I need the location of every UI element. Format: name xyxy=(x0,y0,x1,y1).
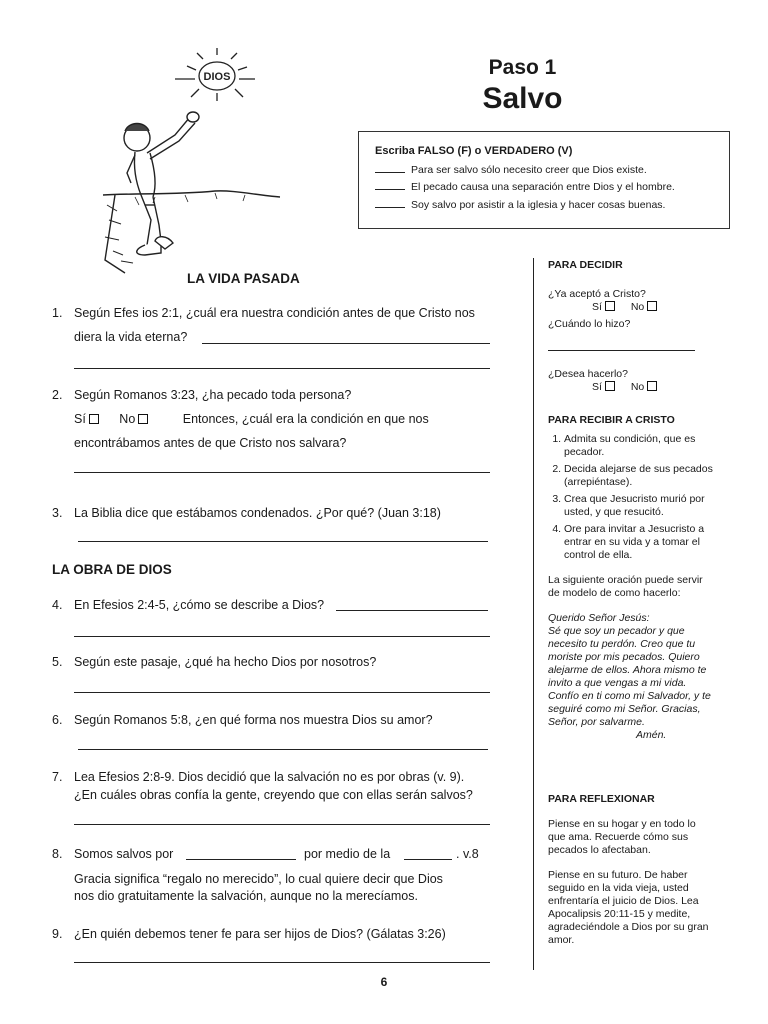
step-item: 2. Decida alejarse de sus pecados (arrepiéntase). xyxy=(564,463,716,489)
answer-line[interactable] xyxy=(74,368,490,369)
section-title-obra-de-dios: LA OBRA DE DIOS xyxy=(52,562,172,577)
quiz-item: Para ser salvo sólo necesito creer que Dios existe. xyxy=(375,163,647,176)
checkbox-no[interactable] xyxy=(647,301,657,311)
sidebar-options: Sí No xyxy=(548,381,716,394)
prayer-body: Sé que soy un pecador y que necesito tu perdón. Creo que tu moriste por mis pecados. Quiero alejarme de ellos. Ahora mismo te invito a que vengas a mi vida. Confío en ti como mi Salvador, y te seguiré como mi Señor. Gracias, Señor, por salvarme. xyxy=(548,625,711,728)
page-title: Salvo xyxy=(482,82,563,115)
sidebar-heading: PARA REFLEXIONAR xyxy=(548,793,655,805)
answer-blank[interactable] xyxy=(375,163,405,173)
answer-line[interactable] xyxy=(74,824,490,825)
section-title-vida-pasada: LA VIDA PASADA xyxy=(187,271,300,286)
question-6: Según Romanos 5:8, ¿en qué forma nos muestra Dios su amor? xyxy=(74,713,433,727)
sidebar-options: Sí No xyxy=(548,301,716,314)
question-8-a: Somos salvos por xyxy=(74,847,174,861)
question-7-line-a: Lea Efesios 2:8-9. Dios decidió que la salvación no es por obras (v. 9). xyxy=(74,770,465,784)
question-2-line-a: Según Romanos 3:23, ¿ha pecado toda persona? xyxy=(74,388,352,402)
checkbox-si[interactable] xyxy=(89,414,99,424)
checkbox-no[interactable] xyxy=(138,414,148,424)
sun-dios-label: DIOS xyxy=(203,71,231,83)
question-number: 9. xyxy=(52,927,63,941)
question-2-line-c: encontrábamos antes de que Cristo nos salvara? xyxy=(74,436,347,450)
question-1-line-b: diera la vida eterna? xyxy=(74,330,188,344)
sidebar-heading: PARA RECIBIR A CRISTO xyxy=(548,414,675,426)
question-2-options: Sí No Entonces, ¿cuál era la condición en que nos xyxy=(74,412,429,426)
question-9: ¿En quién debemos tener fe para ser hijos de Dios? (Gálatas 3:26) xyxy=(74,927,446,941)
question-number: 5. xyxy=(52,655,63,669)
question-4: En Efesios 2:4-5, ¿cómo se describe a Dios? xyxy=(74,598,325,612)
answer-line[interactable] xyxy=(74,692,490,693)
steps-list xyxy=(548,433,716,562)
gracia-line-2: nos dio gratuitamente la salvación, aunque no la merecíamos. xyxy=(74,889,418,903)
question-number: 2. xyxy=(52,388,63,402)
question-8-c: . v.8 xyxy=(456,847,479,861)
quiz-item: Soy salvo por asistir a la iglesia y hacer cosas buenas. xyxy=(375,198,665,211)
sidebar-question: ¿Ya aceptó a Cristo? xyxy=(548,288,646,300)
sidebar-desea xyxy=(548,368,716,394)
question-number: 8. xyxy=(52,847,63,861)
answer-line[interactable] xyxy=(78,749,488,750)
step-item: 3. Crea que Jesucristo murió por usted, y que resucitó. xyxy=(564,493,716,519)
modelo-text: La siguiente oración puede servir de modelo de como hacerlo: xyxy=(548,574,703,599)
climber-figure xyxy=(103,112,280,273)
reflex-paragraph: Piense en su hogar y en todo lo que ama. Recuerde cómo sus pecados lo afectaban. xyxy=(548,818,696,856)
sidebar-reflexionar xyxy=(548,793,716,947)
step-title: Paso 1 xyxy=(488,56,557,79)
answer-line[interactable] xyxy=(74,472,490,473)
answer-line[interactable] xyxy=(548,350,695,351)
quiz-heading: Escriba FALSO (F) o VERDADERO (V) xyxy=(375,145,573,157)
answer-blank[interactable] xyxy=(375,198,405,208)
sidebar-question: ¿Desea hacerlo? xyxy=(548,368,628,380)
answer-line[interactable] xyxy=(202,343,490,344)
question-5: Según este pasaje, ¿qué ha hecho Dios por nosotros? xyxy=(74,655,377,669)
sidebar-divider xyxy=(533,258,534,970)
answer-line[interactable] xyxy=(74,962,490,963)
climber-illustration xyxy=(95,45,285,275)
step-item: 1. Admita su condición, que es pecador. xyxy=(564,433,716,459)
answer-blank[interactable] xyxy=(375,180,405,190)
sidebar-heading: PARA DECIDIR xyxy=(548,259,623,271)
true-false-box xyxy=(358,131,730,229)
sidebar-decidir xyxy=(548,259,716,331)
prayer-amen: Amén. xyxy=(636,729,667,741)
reflex-paragraph: Piense en su futuro. De haber seguido en la vida vieja, usted enfrentaría el juicio de Dios. Lea Apocalipsis 20:11-15 y medite, agradeciéndole a Dios por su gran amor. xyxy=(548,869,709,946)
quiz-item: El pecado causa una separación entre Dios y el hombre. xyxy=(375,180,675,193)
checkbox-si[interactable] xyxy=(605,381,615,391)
question-number: 1. xyxy=(52,306,63,320)
question-3: La Biblia dice que estábamos condenados. ¿Por qué? (Juan 3:18) xyxy=(74,506,441,520)
question-number: 6. xyxy=(52,713,63,727)
question-8-b: por medio de la xyxy=(304,847,391,861)
prayer-salutation: Querido Señor Jesús: xyxy=(548,612,650,624)
question-1-line-a: Según Efes ios 2:1, ¿cuál era nuestra condición antes de que Cristo nos xyxy=(74,306,475,320)
question-number: 7. xyxy=(52,770,63,784)
answer-line[interactable] xyxy=(78,541,488,542)
sidebar-recibir xyxy=(548,414,716,742)
answer-line[interactable] xyxy=(186,859,296,860)
checkbox-no[interactable] xyxy=(647,381,657,391)
checkbox-si[interactable] xyxy=(605,301,615,311)
gracia-line-1: Gracia significa “regalo no merecido”, lo cual quiere decir que Dios xyxy=(74,872,443,886)
question-7-line-b: ¿En cuáles obras confía la gente, creyendo que con ellas serán salvos? xyxy=(74,788,473,802)
step-item: 4. Ore para invitar a Jesucristo a entrar en su vida y a tomar el control de ella. xyxy=(564,523,716,562)
answer-line[interactable] xyxy=(404,859,452,860)
question-number: 3. xyxy=(52,506,63,520)
sidebar-question: ¿Cuándo lo hizo? xyxy=(548,318,631,330)
answer-line[interactable] xyxy=(336,610,488,611)
page-number: 6 xyxy=(380,975,388,989)
question-number: 4. xyxy=(52,598,63,612)
answer-line[interactable] xyxy=(74,636,490,637)
